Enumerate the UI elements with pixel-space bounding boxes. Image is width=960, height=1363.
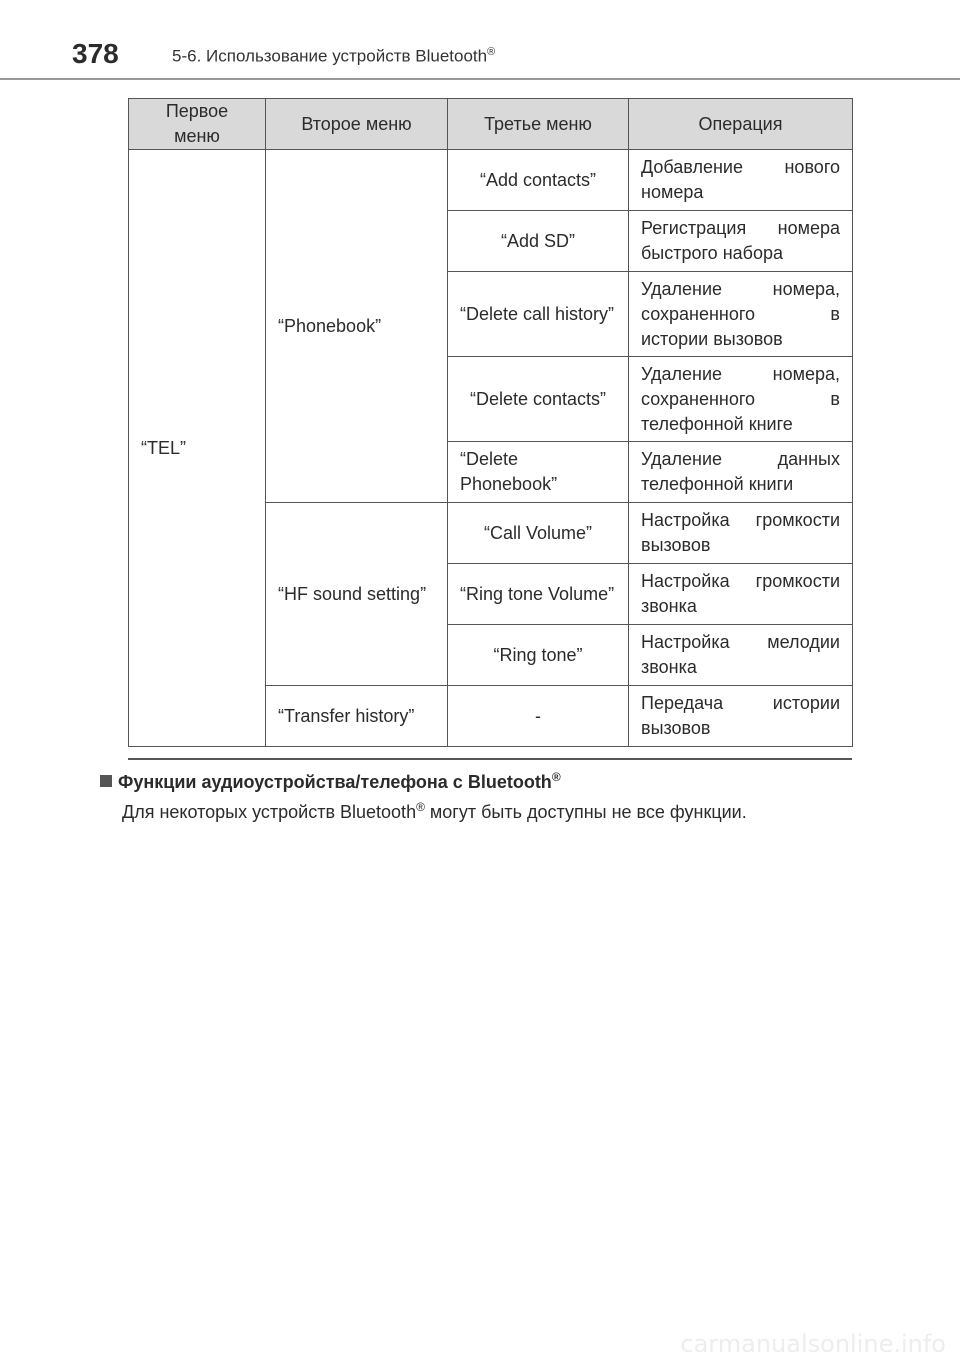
registered-mark: ® <box>416 800 425 814</box>
third-menu-cell: “Delete call history” <box>448 272 629 357</box>
section-title <box>172 46 495 67</box>
operation-cell: Удаление номера, сохраненного в истории вызовов <box>629 272 853 357</box>
page-number: 378 <box>72 38 119 69</box>
note-title <box>100 770 561 793</box>
registered-mark: ® <box>487 46 496 58</box>
note-body <box>122 800 747 823</box>
note-title-text: Функции аудиоустройства/телефона с Bluetooth <box>118 772 552 792</box>
column-header-first-menu: Первое меню <box>129 99 266 150</box>
third-menu-cell: “Add SD” <box>448 211 629 272</box>
third-menu-cell: “Ring tone Volume” <box>448 564 629 625</box>
operation-cell: Передача истории вызовов <box>629 686 853 747</box>
second-menu-cell: “Phonebook” <box>266 150 448 503</box>
section-title-text: 5-6. Использование устройств Bluetooth <box>172 46 488 66</box>
operation-cell: Настройка громкости звонка <box>629 564 853 625</box>
square-bullet-icon <box>100 775 112 787</box>
table-header-row <box>129 99 853 150</box>
second-menu-cell: “Transfer history” <box>266 686 448 747</box>
third-menu-cell: - <box>448 686 629 747</box>
table-row <box>129 150 853 211</box>
third-menu-cell: “Delete Phonebook” <box>448 442 629 503</box>
third-menu-cell: “Add contacts” <box>448 150 629 211</box>
column-header-third-menu: Третье меню <box>448 99 629 150</box>
menu-table <box>128 98 853 747</box>
column-header-operation: Операция <box>629 99 853 150</box>
third-menu-cell: “Delete contacts” <box>448 357 629 442</box>
operation-cell: Настройка громкости вызовов <box>629 503 853 564</box>
registered-mark: ® <box>551 770 561 784</box>
third-menu-cell: “Ring tone” <box>448 625 629 686</box>
page-header <box>0 0 960 80</box>
operation-cell: Регистрация номера быстрого набора <box>629 211 853 272</box>
operation-cell: Добавление нового номера <box>629 150 853 211</box>
third-menu-cell: “Call Volume” <box>448 503 629 564</box>
operation-cell: Удаление данных телефонной книги <box>629 442 853 503</box>
column-header-second-menu: Второе меню <box>266 99 448 150</box>
second-menu-cell: “HF sound setting” <box>266 503 448 686</box>
operation-cell: Удаление номера, сохраненного в телефонной книге <box>629 357 853 442</box>
first-menu-cell: “TEL” <box>129 150 266 747</box>
section-divider <box>128 758 852 760</box>
operation-cell: Настройка мелодии звонка <box>629 625 853 686</box>
note-body-text-end: могут быть доступны не все функции. <box>424 802 747 822</box>
note-body-text: Для некоторых устройств Bluetooth <box>122 802 417 822</box>
watermark: carmanualsonline.info <box>680 1330 946 1358</box>
header-divider <box>0 78 960 80</box>
